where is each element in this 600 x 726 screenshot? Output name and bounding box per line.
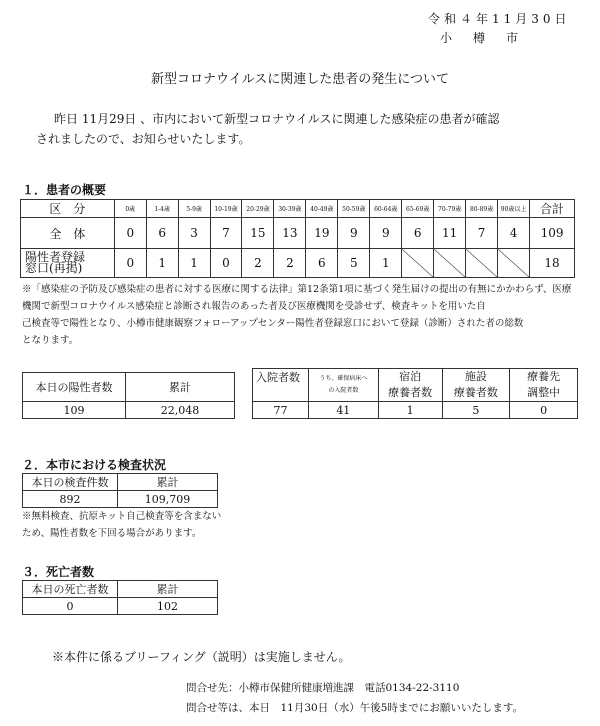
row-label-line: 陽性者登録 — [25, 250, 86, 264]
positive-count-table — [22, 372, 235, 419]
cumulative-tests-value: 109,709 — [118, 491, 218, 508]
header-line: 療養者数 — [453, 386, 498, 399]
header-line: 施設 — [464, 370, 487, 383]
age-header-row — [21, 200, 575, 218]
age-header: 5-9歳 — [178, 200, 210, 218]
table-cell: 6 — [306, 249, 338, 278]
hotel-value: 1 — [378, 402, 442, 419]
table-cell: 4 — [498, 218, 530, 249]
treatment-status-table — [252, 368, 578, 419]
age-header: 1-4歳 — [146, 200, 178, 218]
contact-line: 問合せ先：小樽市保健所健康増進課 電話0134-22-3110 — [186, 682, 460, 694]
age-breakdown-table — [20, 199, 575, 278]
briefing-note: ※本件に係るブリーフィング（説明）は実施しません。 — [52, 650, 351, 664]
definition-note — [22, 281, 578, 349]
row-label-line: 窓口(再掲) — [25, 261, 83, 275]
today-positive-value: 109 — [23, 402, 126, 419]
intro-paragraph — [32, 109, 572, 149]
secured-bed-value: 41 — [308, 402, 378, 419]
cumulative-header: 累計 — [118, 474, 218, 491]
death-count-table — [22, 580, 218, 615]
header-line: 療養先 — [527, 370, 561, 383]
table-cell: 7 — [210, 218, 242, 249]
hotel-header — [378, 369, 442, 402]
table-cell: 3 — [178, 218, 210, 249]
today-positive-header: 本日の陽性者数 — [23, 373, 126, 402]
age-header: 80-89歳 — [466, 200, 498, 218]
issue-date: 令和４年11月30日 — [428, 12, 571, 26]
age-header: 65-69歳 — [402, 200, 434, 218]
secured-bed-header — [308, 369, 378, 402]
note-line: となります。 — [22, 335, 79, 346]
table-cell: 2 — [274, 249, 306, 278]
table-cell: 6 — [402, 218, 434, 249]
note-line: 己検査等で陽性となり、小樽市健康観察フォローアップセンター陽性者登録窓口において登録（診断）された者の総数 — [22, 318, 524, 329]
table-cell: 0 — [114, 249, 146, 278]
hospitalized-value: 77 — [253, 402, 309, 419]
today-deaths-header: 本日の死亡者数 — [23, 581, 118, 598]
row-label-all: 全 体 — [21, 218, 115, 249]
test-note — [22, 508, 221, 542]
intro-line-1: 昨日 11月29日 、市内において新型コロナウイルスに関連した感染症の患者が確認 — [54, 112, 500, 126]
adjusting-header — [510, 369, 578, 402]
note-line: ※無料検査、抗原キット自己検査等を含まない — [22, 511, 222, 522]
header-line: 療養者数 — [388, 386, 433, 399]
cumulative-header: 累計 — [126, 373, 235, 402]
note-line: ※「感染症の予防及び感染症の患者に対する医療に関する法律」第12条第1項に基づく発生届けの提出の有無にかかわらず、医療機関で新型コロナウイルス感染症と診断され報告のあった者及び医療機関を受診せず、検査キットを用いた自 — [22, 284, 572, 312]
empty-slashed-cell — [498, 249, 530, 278]
table-cell: 5 — [338, 249, 370, 278]
total-header: 合計 — [530, 200, 575, 218]
header-line: の入院者数 — [328, 387, 359, 394]
table-cell: 19 — [306, 218, 338, 249]
hospitalized-header: 入院者数 — [253, 369, 309, 402]
document-title: 新型コロナウイルスに関連した患者の発生について — [151, 72, 449, 87]
table-cell: 1 — [146, 249, 178, 278]
table-cell: 9 — [370, 218, 402, 249]
header-line: うち、確保病床へ — [319, 375, 368, 382]
age-header: 10-19歳 — [210, 200, 242, 218]
cumulative-deaths-value: 102 — [118, 598, 218, 615]
hours-line: 問合せ等は、本日 11月30日（水）午後5時までにお願いいたします。 — [186, 702, 524, 714]
age-header: 40-49歳 — [306, 200, 338, 218]
age-header: 70-79歳 — [434, 200, 466, 218]
table-cell: 1 — [178, 249, 210, 278]
age-header: 60-64歳 — [370, 200, 402, 218]
age-header: 50-59歳 — [338, 200, 370, 218]
table-row — [21, 218, 575, 249]
age-header: 20-29歳 — [242, 200, 274, 218]
cumulative-positive-value: 22,048 — [126, 402, 235, 419]
adjusting-value: 0 — [510, 402, 578, 419]
cumulative-header: 累計 — [118, 581, 218, 598]
today-deaths-value: 0 — [23, 598, 118, 615]
empty-slashed-cell — [402, 249, 434, 278]
today-tests-value: 892 — [23, 491, 118, 508]
table-cell: 0 — [114, 218, 146, 249]
table-cell: 11 — [434, 218, 466, 249]
test-count-table — [22, 473, 218, 508]
table-cell: 9 — [338, 218, 370, 249]
row-total: 18 — [530, 249, 575, 278]
table-cell: 1 — [370, 249, 402, 278]
table-cell: 15 — [242, 218, 274, 249]
row-total: 109 — [530, 218, 575, 249]
table-cell: 7 — [466, 218, 498, 249]
empty-slashed-cell — [466, 249, 498, 278]
section-2-heading: ２．本市における検査状況 — [22, 458, 167, 472]
empty-slashed-cell — [434, 249, 466, 278]
category-header: 区 分 — [21, 200, 115, 218]
section-3-heading: ３．死亡者数 — [22, 565, 95, 579]
table-cell: 13 — [274, 218, 306, 249]
note-line: ため、陽性者数を下回る場合があります。 — [22, 528, 202, 539]
today-tests-header: 本日の検査件数 — [23, 474, 118, 491]
section-1-heading: １．患者の概要 — [22, 183, 107, 197]
table-row — [21, 249, 575, 278]
age-header: 0歳 — [114, 200, 146, 218]
header-line: 宿泊 — [399, 370, 422, 383]
intro-line-2: されましたので、お知らせいたします。 — [36, 132, 251, 146]
facility-header — [442, 369, 510, 402]
header-line: 調整中 — [527, 386, 561, 399]
table-cell: 0 — [210, 249, 242, 278]
table-cell: 2 — [242, 249, 274, 278]
facility-value: 5 — [442, 402, 510, 419]
table-cell: 6 — [146, 218, 178, 249]
age-header: 90歳以上 — [498, 200, 530, 218]
age-header: 30-39歳 — [274, 200, 306, 218]
issuer-name: 小樽市 — [440, 31, 540, 45]
row-label-registration-desk — [21, 249, 115, 278]
